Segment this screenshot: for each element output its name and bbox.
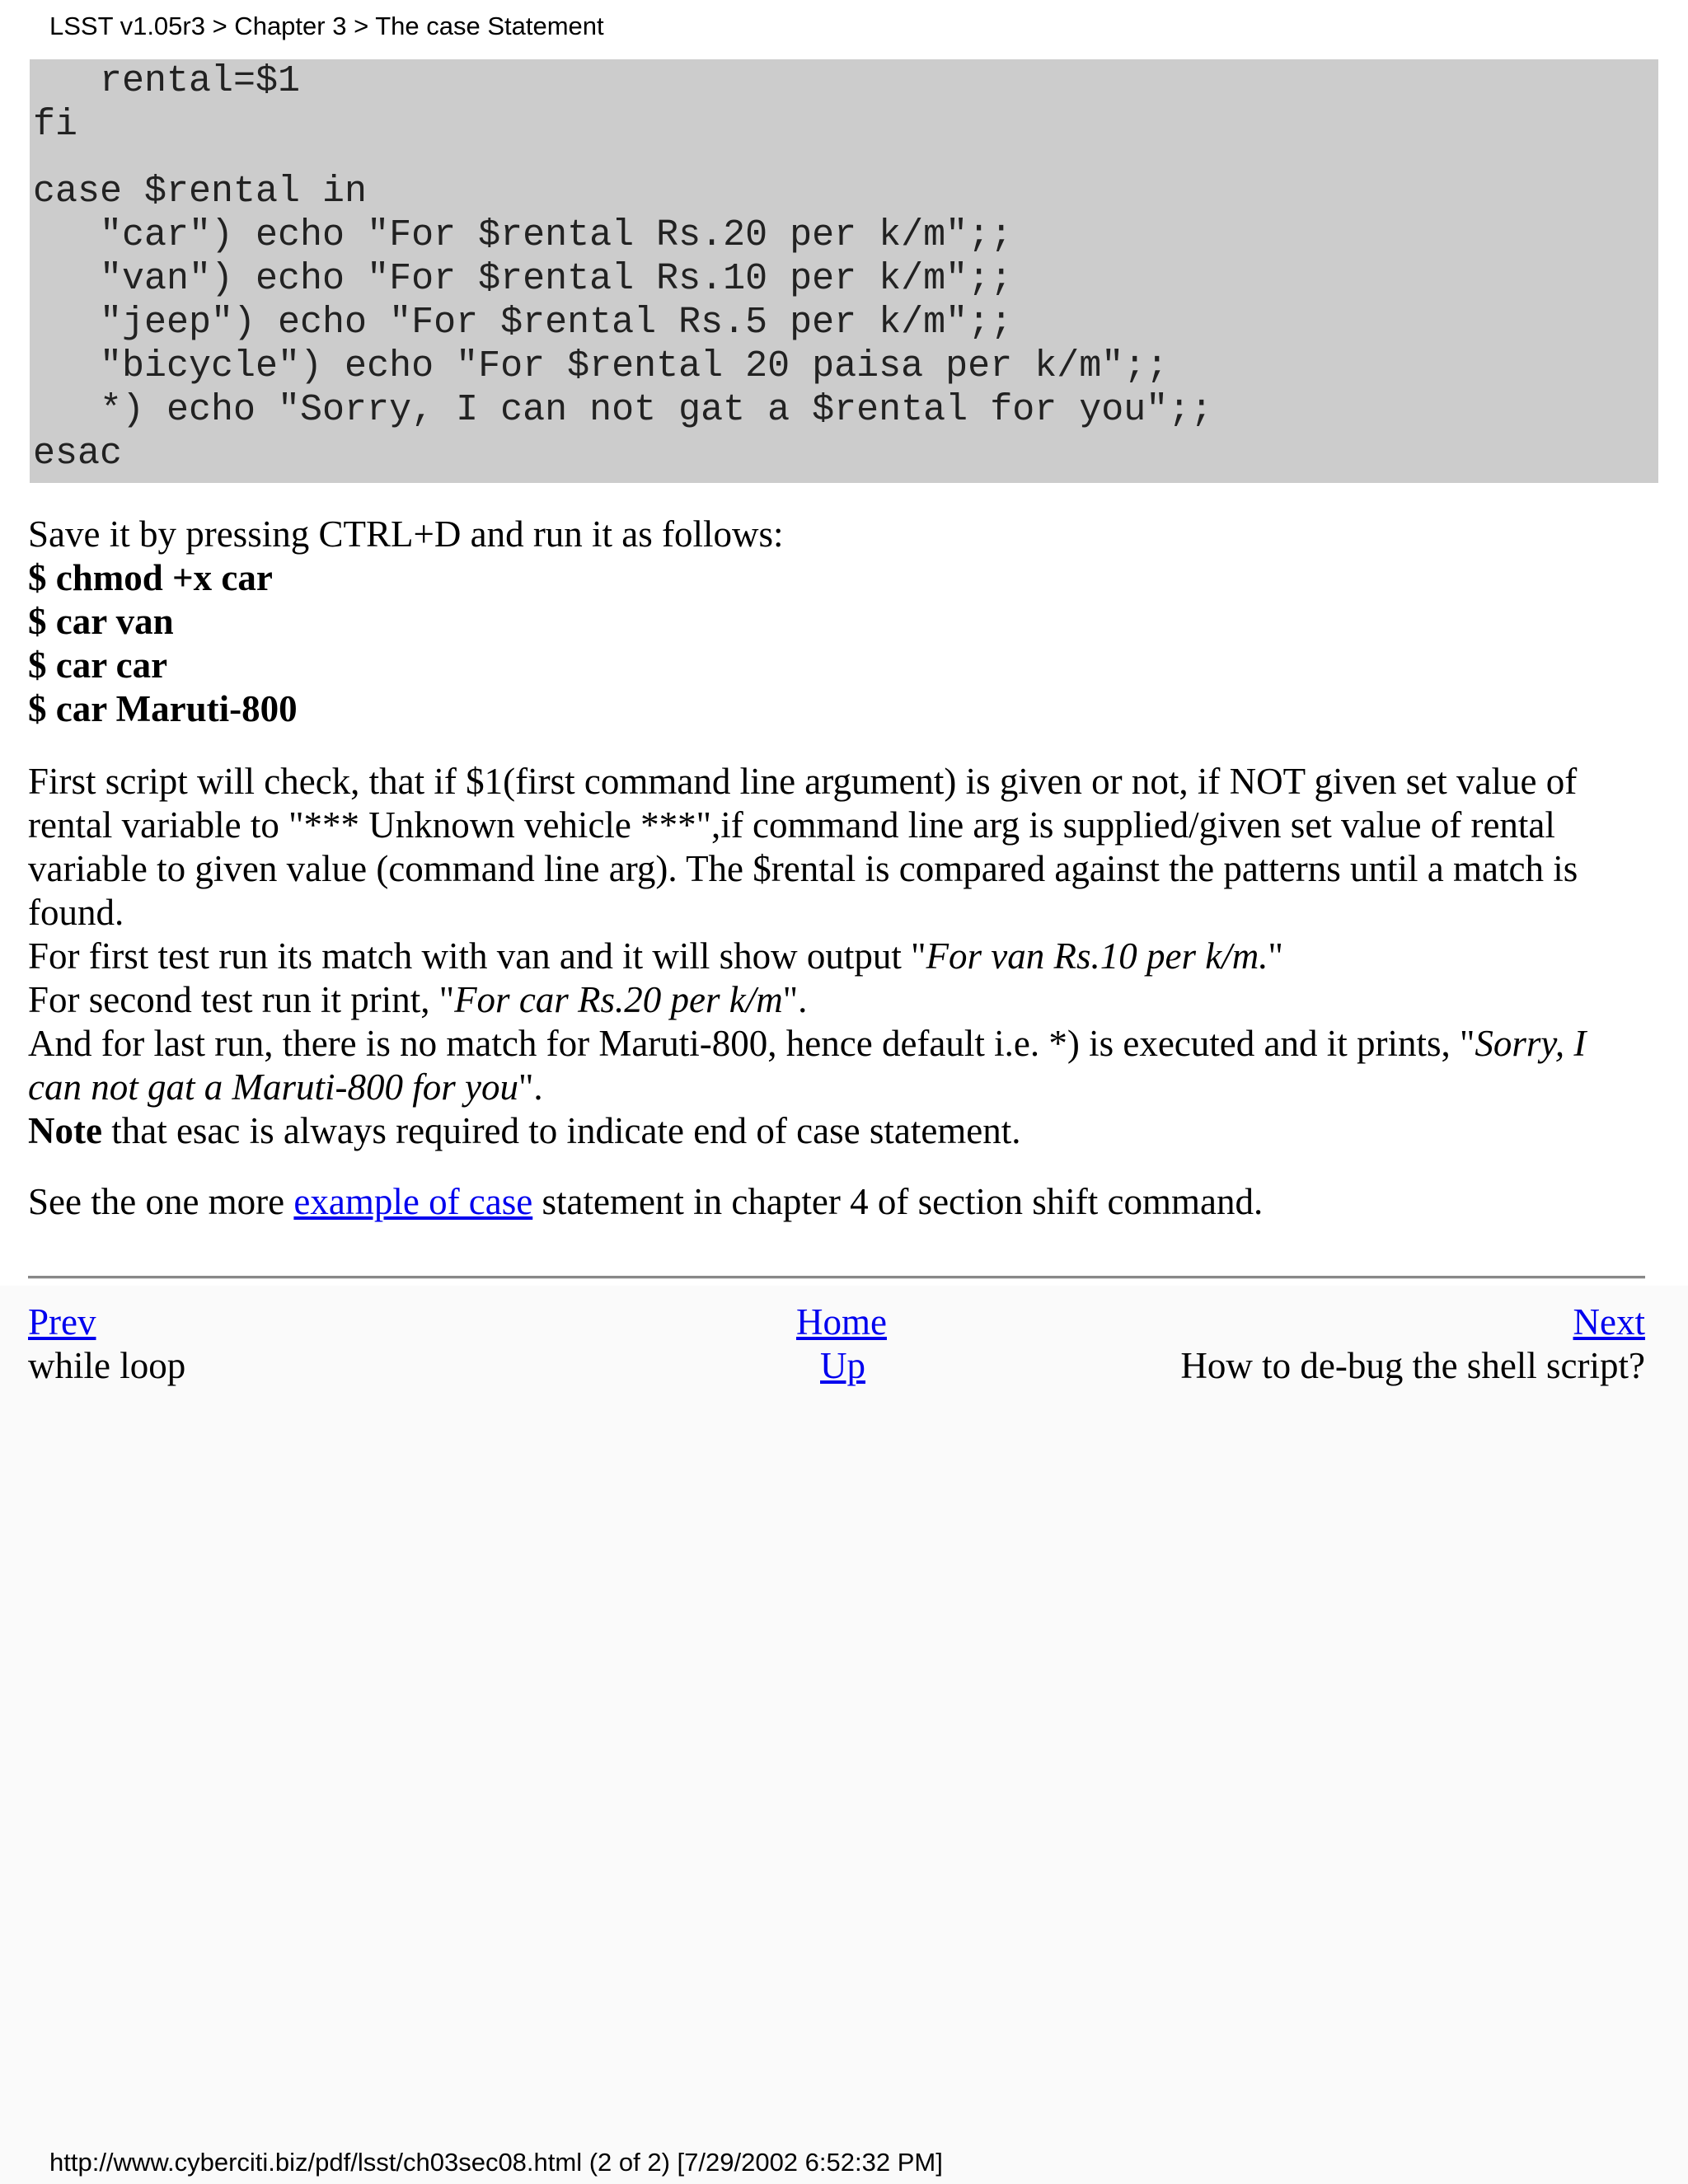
code-line: rental=$1 bbox=[33, 60, 301, 102]
note-label: Note bbox=[28, 1110, 102, 1151]
command-line: $ car van bbox=[28, 601, 174, 642]
output-example: For car Rs.20 per k/m bbox=[454, 979, 783, 1020]
output-example: can not gat a Maruti-800 for you bbox=[28, 1066, 518, 1108]
text-segment: " bbox=[1268, 935, 1283, 977]
text-segment: See the one more bbox=[28, 1181, 294, 1222]
command-line: $ car Maruti-800 bbox=[28, 688, 298, 729]
home-link[interactable]: Home bbox=[796, 1301, 887, 1343]
code-line: case $rental in bbox=[33, 171, 368, 213]
text-segment: And for last run, there is no match for Maruti-800, hence default i.e. *) is executed and it prints, " bbox=[28, 1023, 1475, 1064]
run-instructions: Save it by pressing CTRL+D and run it as follows: bbox=[28, 513, 784, 555]
next-page-title: How to de-bug the shell script? bbox=[1180, 1345, 1645, 1386]
output-example: Sorry, I bbox=[1475, 1023, 1587, 1064]
page-header-breadcrumb: LSST v1.05r3 > Chapter 3 > The case Statement bbox=[49, 12, 604, 40]
code-line: esac bbox=[33, 433, 123, 475]
prev-link[interactable]: Prev bbox=[28, 1301, 96, 1343]
explanation-line: variable to given value (command line arg). The $rental is compared against the patterns until a match is bbox=[28, 848, 1578, 889]
test-run-3-text bbox=[28, 1022, 1586, 1066]
code-line: "car") echo "For $rental Rs.20 per k/m";; bbox=[33, 214, 1013, 256]
example-of-case-link[interactable]: example of case bbox=[293, 1181, 533, 1222]
test-run-1-text bbox=[28, 935, 1283, 978]
code-line: "van") echo "For $rental Rs.10 per k/m";; bbox=[33, 258, 1013, 300]
up-link[interactable]: Up bbox=[820, 1345, 865, 1386]
explanation-line: First script will check, that if $1(first command line argument) is given or not, if NOT given set value of bbox=[28, 761, 1578, 802]
command-line: $ car car bbox=[28, 644, 168, 686]
prev-page-title: while loop bbox=[28, 1345, 186, 1386]
note-text bbox=[28, 1109, 1021, 1153]
text-segment: that esac is always required to indicate end of case statement. bbox=[101, 1110, 1021, 1151]
code-block bbox=[30, 59, 1658, 483]
text-segment: For first test run its match with van and it will show output " bbox=[28, 935, 926, 977]
test-run-2-text bbox=[28, 978, 807, 1022]
explanation-line: rental variable to "*** Unknown vehicle ***",if command line arg is supplied/given set value of rental bbox=[28, 804, 1555, 846]
test-run-3-text-cont bbox=[28, 1066, 543, 1109]
text-segment: ". bbox=[782, 979, 808, 1020]
code-line: *) echo "Sorry, I can not gat a $rental for you";; bbox=[33, 389, 1213, 431]
explanation-line: found. bbox=[28, 892, 124, 933]
command-line: $ chmod +x car bbox=[28, 557, 273, 598]
next-link[interactable]: Next bbox=[1573, 1301, 1645, 1343]
text-segment: For second test run it print, " bbox=[28, 979, 455, 1020]
code-line: fi bbox=[33, 104, 78, 146]
page-footer-url: http://www.cyberciti.biz/pdf/lsst/ch03sec08.html (2 of 2) [7/29/2002 6:52:32 PM] bbox=[49, 2148, 943, 2177]
text-segment: statement in chapter 4 of section shift command. bbox=[532, 1181, 1264, 1222]
output-example: For van Rs.10 per k/m. bbox=[926, 935, 1268, 977]
code-line: "bicycle") echo "For $rental 20 paisa per k/m";; bbox=[33, 345, 1169, 387]
code-line: "jeep") echo "For $rental Rs.5 per k/m";; bbox=[33, 302, 1013, 344]
text-segment: ". bbox=[518, 1066, 543, 1108]
horizontal-divider bbox=[28, 1276, 1645, 1279]
see-also-text bbox=[28, 1180, 1263, 1224]
